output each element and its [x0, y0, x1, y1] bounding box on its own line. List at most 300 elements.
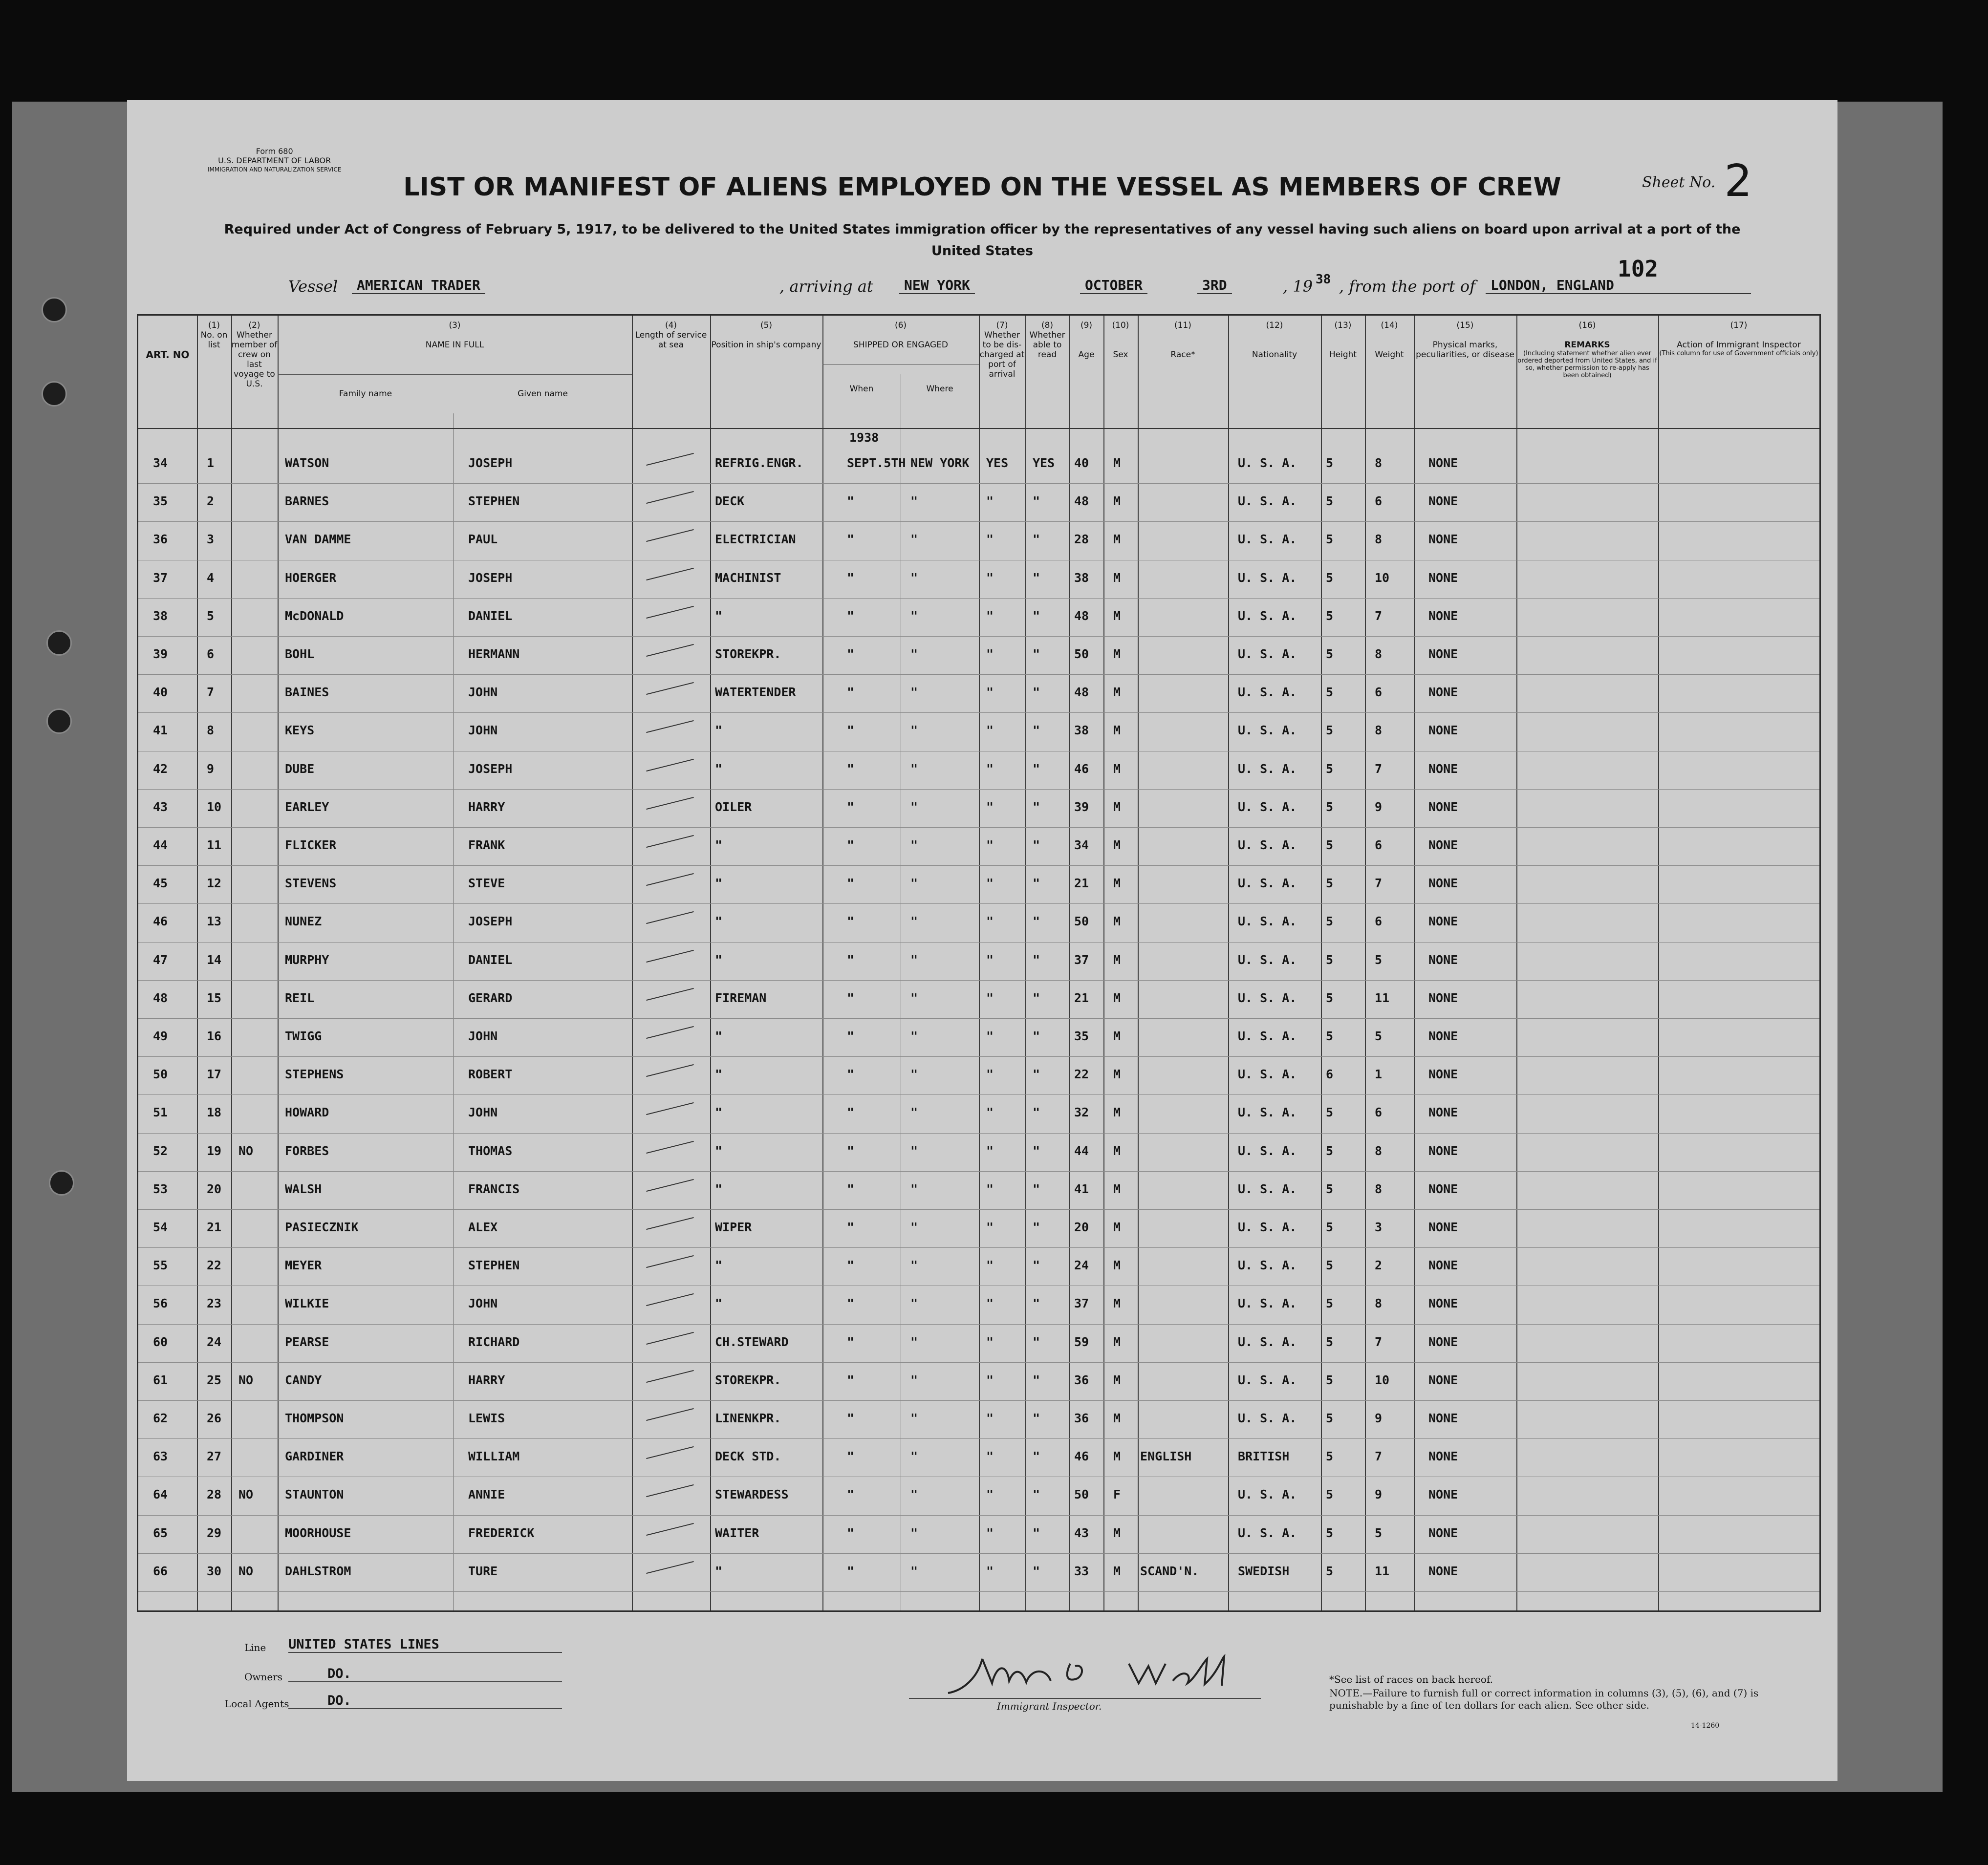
cell-age: 36: [1074, 1411, 1089, 1425]
table-row: [138, 1515, 1819, 1553]
vessel-label: Vessel: [288, 277, 338, 296]
cell-family-name: REIL: [285, 990, 315, 1005]
cell-physical-marks: NONE: [1428, 685, 1458, 700]
cell-sex: M: [1113, 494, 1121, 509]
cell-position: REFRIG.ENGR.: [715, 456, 803, 470]
cell-physical-marks: NONE: [1428, 914, 1458, 929]
table-row: [138, 1400, 1819, 1438]
cell-age: 50: [1074, 1487, 1089, 1502]
cell-shipped-where: ": [910, 1372, 918, 1387]
cell-art-number: 51: [153, 1105, 168, 1120]
cell-shipped-where: ": [910, 647, 918, 661]
cell-able-to-read: ": [1033, 1067, 1040, 1082]
cell-weight: 7: [1375, 608, 1383, 623]
header-art-no: ART. NO: [146, 349, 190, 361]
cell-height-feet: 5: [1326, 494, 1334, 509]
sheet-number-label: Sheet No.: [1642, 174, 1716, 191]
header-col-num: (13): [1334, 321, 1352, 330]
cell-shipped-when: ": [847, 838, 855, 852]
header-col-num: (10): [1112, 321, 1129, 330]
cell-age: 50: [1074, 914, 1089, 929]
header-col-num: (2): [248, 321, 260, 330]
cell-age: 46: [1074, 1449, 1089, 1464]
header-col-num: (5): [760, 321, 773, 330]
cell-previous-voyage: NO: [238, 1487, 254, 1502]
cell-discharged: ": [986, 1067, 994, 1082]
service-tick-mark: [646, 1179, 694, 1192]
cell-family-name: HOERGER: [285, 570, 337, 585]
cell-weight: 8: [1375, 1143, 1383, 1158]
table-row: [138, 942, 1819, 980]
cell-shipped-where: ": [910, 723, 918, 738]
cell-list-number: 7: [207, 685, 215, 700]
cell-previous-voyage: NO: [238, 1143, 254, 1158]
cell-nationality: U. S. A.: [1238, 1105, 1297, 1120]
cell-sex: M: [1113, 1372, 1121, 1387]
service-tick-mark: [646, 1255, 694, 1268]
cell-able-to-read: ": [1033, 914, 1040, 929]
cell-family-name: THOMPSON: [285, 1411, 344, 1425]
cell-art-number: 60: [153, 1334, 168, 1349]
cell-family-name: WILKIE: [285, 1296, 329, 1311]
page-subtitle: Required under Act of Congress of February 5, 1917, to be delivered to the United States immigration officer by the representatives of any vessel having such aliens on board upon arrival at a port of the United States: [224, 222, 1741, 258]
cell-family-name: PEARSE: [285, 1334, 329, 1349]
cell-age: 37: [1074, 1296, 1089, 1311]
cell-nationality: U. S. A.: [1238, 456, 1297, 470]
cell-art-number: 39: [153, 647, 168, 661]
inspector-label: Immigrant Inspector.: [997, 1700, 1102, 1712]
cell-weight: 8: [1375, 1296, 1383, 1311]
arrival-day: 3RD: [1197, 277, 1232, 294]
cell-discharged: ": [986, 1296, 994, 1311]
cell-discharged: ": [986, 838, 994, 852]
header-sex: [1103, 321, 1138, 360]
service-tick-mark: [646, 1408, 694, 1421]
cell-position: STEWARDESS: [715, 1487, 789, 1502]
cell-family-name: STEVENS: [285, 876, 337, 891]
cell-age: 59: [1074, 1334, 1089, 1349]
cell-position: CH.STEWARD: [715, 1334, 789, 1349]
cell-art-number: 47: [153, 952, 168, 967]
cell-shipped-when: ": [847, 494, 855, 509]
cell-discharged: ": [986, 723, 994, 738]
cell-given-name: HARRY: [468, 799, 505, 814]
cell-family-name: VAN DAMME: [285, 532, 351, 547]
line-value: UNITED STATES LINES: [288, 1637, 562, 1653]
cell-list-number: 28: [207, 1487, 222, 1502]
table-row: [138, 483, 1819, 521]
cell-physical-marks: NONE: [1428, 608, 1458, 623]
cell-able-to-read: ": [1033, 1181, 1040, 1196]
cell-family-name: KEYS: [285, 723, 315, 738]
cell-sex: M: [1113, 1525, 1121, 1540]
cell-weight: 6: [1375, 838, 1383, 852]
arriving-label: , arriving at: [779, 277, 873, 296]
cell-height-feet: 5: [1326, 952, 1334, 967]
cell-given-name: WILLIAM: [468, 1449, 520, 1464]
cell-able-to-read: YES: [1033, 456, 1055, 470]
cell-shipped-when: ": [847, 914, 855, 929]
cell-art-number: 64: [153, 1487, 168, 1502]
cell-nationality: U. S. A.: [1238, 723, 1297, 738]
cell-weight: 2: [1375, 1258, 1383, 1273]
cell-sex: M: [1113, 1296, 1121, 1311]
cell-position: ": [715, 1258, 723, 1273]
table-row: [138, 1324, 1819, 1362]
cell-sex: M: [1113, 838, 1121, 852]
cell-able-to-read: ": [1033, 1220, 1040, 1234]
cell-discharged: ": [986, 608, 994, 623]
owners-label: Owners: [244, 1671, 283, 1683]
cell-art-number: 46: [153, 914, 168, 929]
cell-age: 37: [1074, 952, 1089, 967]
table-row: [138, 1018, 1819, 1056]
cell-given-name: THOMAS: [468, 1143, 513, 1158]
service-tick-mark: [646, 529, 694, 542]
form-number: Form 680: [256, 147, 293, 156]
cell-height-feet: 5: [1326, 1220, 1334, 1234]
header-discharged: [979, 321, 1025, 379]
cell-position: FIREMAN: [715, 990, 767, 1005]
cell-sex: M: [1113, 799, 1121, 814]
header-col-text: Sex: [1113, 350, 1128, 360]
cell-nationality: U. S. A.: [1238, 1143, 1297, 1158]
header-position: [710, 321, 822, 350]
cell-height-feet: 5: [1326, 608, 1334, 623]
cell-height-feet: 6: [1326, 1067, 1334, 1082]
cell-previous-voyage: NO: [238, 1564, 254, 1578]
cell-family-name: BOHL: [285, 647, 315, 661]
cell-position: ": [715, 761, 723, 776]
cell-age: 35: [1074, 1029, 1089, 1043]
cell-position: WATERTENDER: [715, 685, 796, 700]
cell-sex: M: [1113, 1564, 1121, 1578]
cell-sex: M: [1113, 608, 1121, 623]
arrival-port: NEW YORK: [899, 277, 975, 294]
cell-given-name: JOSEPH: [468, 761, 513, 776]
cell-race: SCAND'N.: [1140, 1564, 1199, 1578]
cell-family-name: MURPHY: [285, 952, 329, 967]
cell-shipped-where: ": [910, 914, 918, 929]
header-length-service: [632, 321, 710, 350]
cell-family-name: GARDINER: [285, 1449, 344, 1464]
cell-height-feet: 5: [1326, 1372, 1334, 1387]
header-col-text: Whether able to read: [1029, 330, 1065, 360]
cell-nationality: U. S. A.: [1238, 494, 1297, 509]
cell-shipped-where: ": [910, 685, 918, 700]
cell-shipped-where: ": [910, 1067, 918, 1082]
header-col-text: Race*: [1170, 350, 1195, 360]
cell-sex: M: [1113, 1181, 1121, 1196]
cell-sex: M: [1113, 1029, 1121, 1043]
cell-nationality: U. S. A.: [1238, 1334, 1297, 1349]
cell-height-feet: 5: [1326, 799, 1334, 814]
cell-discharged: ": [986, 1143, 994, 1158]
cell-physical-marks: NONE: [1428, 761, 1458, 776]
cell-position: ": [715, 1564, 723, 1578]
local-agents-label: Local Agents: [225, 1698, 289, 1710]
cell-height-feet: 5: [1326, 1411, 1334, 1425]
cell-discharged: ": [986, 990, 994, 1005]
cell-family-name: MOORHOUSE: [285, 1525, 351, 1540]
cell-age: 38: [1074, 723, 1089, 738]
cell-list-number: 6: [207, 647, 215, 661]
cell-height-feet: 5: [1326, 456, 1334, 470]
cell-shipped-when: ": [847, 952, 855, 967]
service-tick-mark: [646, 873, 694, 886]
cell-family-name: McDONALD: [285, 608, 344, 623]
cell-art-number: 44: [153, 838, 168, 852]
row-divider: [138, 1591, 1819, 1592]
cell-shipped-where: ": [910, 1411, 918, 1425]
cell-age: 41: [1074, 1181, 1089, 1196]
cell-height-feet: 5: [1326, 1143, 1334, 1158]
header-col-text: NAME IN FULL: [425, 340, 484, 350]
cell-weight: 8: [1375, 1181, 1383, 1196]
cell-family-name: BARNES: [285, 494, 329, 509]
cell-sex: M: [1113, 723, 1121, 738]
page-title: LIST OR MANIFEST OF ALIENS EMPLOYED ON THE VESSEL AS MEMBERS OF CREW: [403, 172, 1561, 202]
header-family-name: Family name: [339, 389, 392, 399]
header-physical-marks: [1414, 321, 1516, 360]
header-given-name: Given name: [518, 389, 568, 399]
cell-list-number: 22: [207, 1258, 222, 1273]
cell-given-name: JOSEPH: [468, 456, 513, 470]
header-nationality: [1228, 321, 1321, 360]
cell-family-name: WATSON: [285, 456, 329, 470]
header-col-num: (1): [208, 321, 220, 330]
cell-able-to-read: ": [1033, 990, 1040, 1005]
cell-age: 39: [1074, 799, 1089, 814]
cell-shipped-where: NEW YORK: [910, 456, 970, 470]
cell-discharged: ": [986, 952, 994, 967]
cell-nationality: U. S. A.: [1238, 1181, 1297, 1196]
cell-list-number: 24: [207, 1334, 222, 1349]
cell-able-to-read: ": [1033, 952, 1040, 967]
cell-art-number: 63: [153, 1449, 168, 1464]
cell-shipped-when: ": [847, 1143, 855, 1158]
header-col-num: (7): [996, 321, 1008, 330]
cell-sex: M: [1113, 1449, 1121, 1464]
table-row: [138, 1056, 1819, 1094]
cell-given-name: JOHN: [468, 685, 498, 700]
cell-list-number: 18: [207, 1105, 222, 1120]
cell-list-number: 4: [207, 570, 215, 585]
cell-position: ": [715, 723, 723, 738]
header-col-num: (8): [1041, 321, 1054, 330]
cell-position: LINENKPR.: [715, 1411, 781, 1425]
cell-art-number: 61: [153, 1372, 168, 1387]
cell-list-number: 17: [207, 1067, 222, 1082]
cell-sex: M: [1113, 1334, 1121, 1349]
cell-family-name: STEPHENS: [285, 1067, 344, 1082]
cell-shipped-where: ": [910, 1105, 918, 1120]
cell-weight: 8: [1375, 647, 1383, 661]
cell-able-to-read: ": [1033, 570, 1040, 585]
cell-physical-marks: NONE: [1428, 1143, 1458, 1158]
header-col-subtext: (This column for use of Government officials only): [1659, 350, 1818, 357]
cell-position: ": [715, 876, 723, 891]
cell-race: ENGLISH: [1140, 1449, 1192, 1464]
cell-given-name: RICHARD: [468, 1334, 520, 1349]
cell-shipped-when: ": [847, 1258, 855, 1273]
service-tick-mark: [646, 644, 694, 657]
cell-given-name: JOHN: [468, 1105, 498, 1120]
cell-physical-marks: NONE: [1428, 1258, 1458, 1273]
cell-height-feet: 5: [1326, 1029, 1334, 1043]
sheet-number-value: 2: [1724, 155, 1752, 207]
table-row: [138, 560, 1819, 598]
cell-physical-marks: NONE: [1428, 990, 1458, 1005]
cell-nationality: U. S. A.: [1238, 914, 1297, 929]
cell-list-number: 16: [207, 1029, 222, 1043]
cell-shipped-where: ": [910, 570, 918, 585]
cell-sex: M: [1113, 914, 1121, 929]
cell-art-number: 49: [153, 1029, 168, 1043]
cell-sex: M: [1113, 570, 1121, 585]
cell-shipped-where: ": [910, 1487, 918, 1502]
header-when: When: [849, 384, 874, 394]
service-tick-mark: [646, 606, 694, 619]
cell-list-number: 11: [207, 838, 222, 852]
cell-physical-marks: NONE: [1428, 1411, 1458, 1425]
cell-physical-marks: NONE: [1428, 952, 1458, 967]
departure-port: LONDON, ENGLAND: [1486, 277, 1751, 294]
cell-sex: M: [1113, 1143, 1121, 1158]
table-row: [138, 827, 1819, 865]
table-row: [138, 598, 1819, 636]
cell-given-name: DANIEL: [468, 952, 513, 967]
cell-art-number: 56: [153, 1296, 168, 1311]
header-col-num: (14): [1381, 321, 1398, 330]
cell-sex: M: [1113, 456, 1121, 470]
cell-discharged: ": [986, 1258, 994, 1273]
service-tick-mark: [646, 911, 694, 924]
cell-able-to-read: ": [1033, 1334, 1040, 1349]
table-row: [138, 1209, 1819, 1247]
cell-able-to-read: ": [1033, 1372, 1040, 1387]
table-row: [138, 1133, 1819, 1171]
cell-family-name: FLICKER: [285, 838, 337, 852]
cell-family-name: TWIGG: [285, 1029, 322, 1043]
header-race: [1138, 321, 1228, 360]
cell-list-number: 26: [207, 1411, 222, 1425]
cell-physical-marks: NONE: [1428, 1296, 1458, 1311]
cell-sex: F: [1113, 1487, 1121, 1502]
manifest-footer: [137, 1615, 1818, 1776]
service-tick-mark: [646, 1446, 694, 1459]
cell-discharged: ": [986, 1220, 994, 1234]
cell-sex: M: [1113, 876, 1121, 891]
service-tick-mark: [646, 1141, 694, 1154]
cell-able-to-read: ": [1033, 799, 1040, 814]
year-prefix: , 19: [1283, 277, 1313, 296]
cell-art-number: 36: [153, 532, 168, 547]
cell-discharged: ": [986, 1105, 994, 1120]
cell-weight: 6: [1375, 914, 1383, 929]
cell-sex: M: [1113, 990, 1121, 1005]
service-tick-mark: [646, 720, 694, 733]
cell-weight: 3: [1375, 1220, 1383, 1234]
cell-discharged: ": [986, 1564, 994, 1578]
header-col-num: (4): [665, 321, 677, 330]
cell-position: DECK: [715, 494, 745, 509]
table-row: [138, 521, 1819, 559]
cell-discharged: ": [986, 685, 994, 700]
cell-physical-marks: NONE: [1428, 838, 1458, 852]
cell-shipped-when: ": [847, 1029, 855, 1043]
cell-given-name: STEPHEN: [468, 494, 520, 509]
inspector-signature: [909, 1644, 1261, 1699]
service-tick-mark: [646, 1523, 694, 1536]
cell-discharged: ": [986, 1181, 994, 1196]
cell-height-feet: 5: [1326, 685, 1334, 700]
cell-shipped-when: ": [847, 1372, 855, 1387]
cell-list-number: 27: [207, 1449, 222, 1464]
table-row: [138, 865, 1819, 903]
cell-shipped-when: ": [847, 1564, 855, 1578]
cell-height-feet: 5: [1326, 1564, 1334, 1578]
cell-able-to-read: ": [1033, 1105, 1040, 1120]
table-row: [138, 1438, 1819, 1477]
cell-physical-marks: NONE: [1428, 1105, 1458, 1120]
header-col-num: (17): [1730, 321, 1748, 330]
vessel-name: AMERICAN TRADER: [352, 277, 485, 294]
cell-physical-marks: NONE: [1428, 876, 1458, 891]
cell-nationality: U. S. A.: [1238, 1372, 1297, 1387]
service-tick-mark: [646, 797, 694, 810]
cell-art-number: 55: [153, 1258, 168, 1273]
cell-weight: 10: [1375, 570, 1390, 585]
cell-list-number: 2: [207, 494, 215, 509]
cell-art-number: 38: [153, 608, 168, 623]
cell-previous-voyage: NO: [238, 1372, 254, 1387]
service-tick-mark: [646, 1064, 694, 1077]
header-list-number: [197, 321, 231, 350]
cell-shipped-when: ": [847, 570, 855, 585]
service-tick-mark: [646, 1026, 694, 1039]
cell-art-number: 66: [153, 1564, 168, 1578]
service-tick-mark: [646, 1484, 694, 1497]
cell-position: DECK STD.: [715, 1449, 781, 1464]
header-col-subtext: (Including statement whether alien ever ordered deported from United States, and if so, whether permission to re-apply has been obtained): [1517, 350, 1657, 379]
cell-age: 22: [1074, 1067, 1089, 1082]
cell-family-name: DAHLSTROM: [285, 1564, 351, 1578]
cell-shipped-where: ": [910, 1220, 918, 1234]
cell-able-to-read: ": [1033, 1296, 1040, 1311]
cell-height-feet: 5: [1326, 570, 1334, 585]
cell-physical-marks: NONE: [1428, 1334, 1458, 1349]
cell-nationality: U. S. A.: [1238, 990, 1297, 1005]
cell-position: WIPER: [715, 1220, 752, 1234]
service-tick-mark: [646, 1102, 694, 1115]
service-tick-mark: [646, 950, 694, 963]
cell-physical-marks: NONE: [1428, 1067, 1458, 1082]
cell-list-number: 19: [207, 1143, 222, 1158]
cell-age: 32: [1074, 1105, 1089, 1120]
cell-height-feet: 5: [1326, 1296, 1334, 1311]
cell-shipped-when: ": [847, 1105, 855, 1120]
cell-position: ": [715, 1105, 723, 1120]
cell-art-number: 37: [153, 570, 168, 585]
cell-age: 40: [1074, 456, 1089, 470]
service-tick-mark: [646, 453, 694, 466]
header-previous-voyage: [231, 321, 278, 389]
cell-age: 24: [1074, 1258, 1089, 1273]
cell-position: STOREKPR.: [715, 647, 781, 661]
cell-sex: M: [1113, 1220, 1121, 1234]
cell-sex: M: [1113, 1411, 1121, 1425]
